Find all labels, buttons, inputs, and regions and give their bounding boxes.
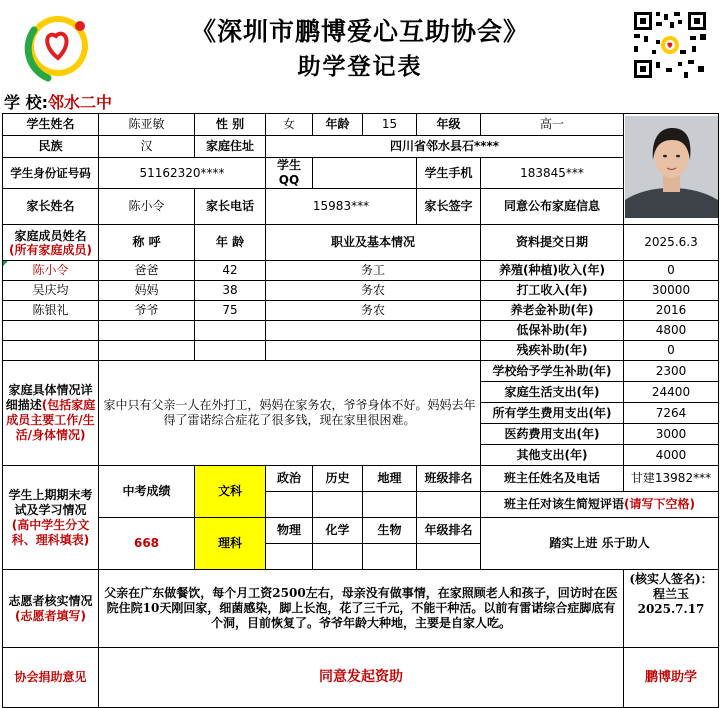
geography-label: 地理 [363, 466, 417, 492]
study-label-b: (高中学生分文科、理科填表) [11, 517, 90, 547]
history-score[interactable] [313, 492, 363, 518]
student-address[interactable]: 四川省邻水县石**** [266, 136, 624, 158]
parent-phone-label: 家长电话 [195, 189, 266, 225]
member-occupation-3[interactable] [266, 321, 481, 341]
biology-score[interactable] [363, 544, 417, 570]
assoc-stamp: 鹏博助学 [624, 648, 719, 708]
family-desc-label [3, 361, 99, 466]
politics-label: 政治 [266, 466, 313, 492]
gender-label: 性 别 [195, 114, 266, 136]
school-line [4, 90, 112, 113]
member-relation-2[interactable]: 爷爷 [99, 301, 195, 321]
member-relation-0[interactable]: 爸爸 [99, 261, 195, 281]
volunteer-verify [624, 570, 719, 648]
member-age-header: 年 龄 [195, 225, 266, 261]
parent-phone[interactable]: 15983*** [266, 189, 417, 225]
teacher-comment-label-b: (请写下空格) [624, 497, 695, 511]
study-label [3, 466, 99, 570]
finance-value-5[interactable]: 2300 [624, 361, 719, 382]
class-rank[interactable] [417, 492, 481, 518]
finance-label-6: 家庭生活支出(年) [481, 382, 624, 403]
biology-label: 生物 [363, 518, 417, 544]
member-name-2[interactable]: 陈银礼 [3, 301, 99, 321]
relation-header: 称 呼 [99, 225, 195, 261]
finance-value-9[interactable]: 4000 [624, 445, 719, 466]
finance-label-1: 打工收入(年) [481, 281, 624, 301]
student-grade[interactable]: 高一 [481, 114, 624, 136]
parent-name[interactable]: 陈小令 [99, 189, 195, 225]
study-label-a: 学生上期期末考试及学习情况 [8, 487, 93, 517]
volunteer-label-a: 志愿者核实情况 [8, 593, 93, 608]
member-age-2[interactable]: 75 [195, 301, 266, 321]
finance-label-3: 低保补助(年) [481, 321, 624, 341]
student-phone[interactable]: 183845*** [481, 158, 624, 189]
finance-value-7[interactable]: 7264 [624, 403, 719, 424]
member-name-4[interactable] [3, 341, 99, 361]
ethnicity-label: 民族 [3, 136, 99, 158]
id-label: 学生身份证号码 [3, 158, 99, 189]
finance-label-4: 残疾补助(年) [481, 341, 624, 361]
member-header-note: (所有家庭成员) [9, 242, 92, 257]
physics-label: 物理 [266, 518, 313, 544]
member-age-3[interactable] [195, 321, 266, 341]
finance-value-6[interactable]: 24400 [624, 382, 719, 403]
member-age-1[interactable]: 38 [195, 281, 266, 301]
qr-code[interactable] [632, 10, 708, 80]
grade-label: 年级 [417, 114, 481, 136]
assoc-opinion[interactable]: 同意发起资助 [99, 648, 624, 708]
finance-value-2[interactable]: 2016 [624, 301, 719, 321]
finance-value-1[interactable]: 30000 [624, 281, 719, 301]
chemistry-score[interactable] [313, 544, 363, 570]
teacher-comment-label-a: 班主任对该生简短评语 [504, 497, 625, 511]
finance-label-0: 养殖(种植)收入(年) [481, 261, 624, 281]
school-label: 学 校: [4, 93, 48, 112]
header-title: 《深圳市鹏博爱心互助协会》 [190, 17, 529, 46]
teacher-comment[interactable]: 踏实上进 乐于助人 [481, 518, 719, 570]
occupation-header: 职业及基本情况 [266, 225, 481, 261]
parent-sign-label: 家长签字 [417, 189, 481, 225]
family-desc[interactable]: 家中只有父亲一人在外打工，妈妈在家务农，爷爷身体不好。妈妈去年得了雷诺综合症花了很多钱，现在家里很困难。 [99, 361, 481, 466]
finance-value-8[interactable]: 3000 [624, 424, 719, 445]
geography-score[interactable] [363, 492, 417, 518]
phone-label: 学生手机 [417, 158, 481, 189]
member-name-1[interactable]: 吴庆均 [3, 281, 99, 301]
school-value: 邻水二中 [47, 93, 112, 112]
finance-label-8: 医药费用支出(年) [481, 424, 624, 445]
zhongkao-score[interactable]: 668 [99, 518, 195, 570]
member-name-3[interactable] [3, 321, 99, 341]
submit-date-label: 资料提交日期 [481, 225, 624, 261]
finance-value-3[interactable]: 4800 [624, 321, 719, 341]
student-gender[interactable]: 女 [266, 114, 313, 136]
member-occupation-0[interactable]: 务工 [266, 261, 481, 281]
student-name[interactable]: 陈亚敏 [99, 114, 195, 136]
chemistry-label: 化学 [313, 518, 363, 544]
family-desc-label-a: 家庭具体情况详细描述 [5, 383, 93, 412]
volunteer-label [3, 570, 99, 648]
assoc-label: 协会捐助意见 [3, 648, 99, 708]
student-photo [624, 114, 719, 225]
volunteer-label-b: (志愿者填写) [15, 608, 86, 623]
volunteer-report[interactable]: 父亲在广东做餐饮，每个月工资2500左右，母亲没有做事情，在家照顾老人和孩子，回访时在医院住院10天刚回家，细菌感染，脚上长泡，花了三千元，不能干种活。以前有雷诺综合症脚底有个洞，目前恢复了。爷爷年龄大种地，主要是自家人吃。 [99, 570, 624, 648]
member-occupation-1[interactable]: 务农 [266, 281, 481, 301]
history-label: 历史 [313, 466, 363, 492]
member-header [3, 225, 99, 261]
member-header-main: 家庭成员姓名 [14, 228, 87, 243]
member-relation-3[interactable] [99, 321, 195, 341]
grade-rank[interactable] [417, 544, 481, 570]
member-occupation-2[interactable]: 务农 [266, 301, 481, 321]
student-ethnicity[interactable]: 汉 [99, 136, 195, 158]
finance-label-2: 养老金补助(年) [481, 301, 624, 321]
teacher-contact[interactable]: 甘建13982*** [624, 466, 719, 492]
finance-value-0[interactable]: 0 [624, 261, 719, 281]
header [0, 0, 720, 90]
consent-label: 同意公布家庭信息 [481, 189, 624, 225]
student-photo-image [625, 116, 718, 218]
submit-date[interactable]: 2025.6.3 [624, 225, 719, 261]
finance-label-7: 所有学生费用支出(年) [481, 403, 624, 424]
member-relation-4[interactable] [99, 341, 195, 361]
student-id[interactable]: 51162320**** [99, 158, 266, 189]
member-occupation-4[interactable] [266, 341, 481, 361]
member-relation-1[interactable]: 妈妈 [99, 281, 195, 301]
wenke-label: 文科 [195, 466, 266, 518]
address-label: 家庭住址 [195, 136, 266, 158]
grade-rank-label: 年级排名 [417, 518, 481, 544]
member-age-0[interactable]: 42 [195, 261, 266, 281]
parent-label: 家长姓名 [3, 189, 99, 225]
registration-form [2, 113, 719, 708]
finance-label-5: 学校给予学生补助(年) [481, 361, 624, 382]
member-name-0[interactable]: 陈小令 [3, 261, 99, 281]
qq-label: 学生QQ [266, 158, 313, 189]
physics-score[interactable] [266, 544, 313, 570]
family-desc-label-b: (包括家庭成员主要工作/生活/身体情况) [6, 398, 96, 442]
name-label: 学生姓名 [3, 114, 99, 136]
member-age-4[interactable] [195, 341, 266, 361]
header-subtitle: 助学登记表 [297, 53, 423, 80]
age-label: 年龄 [313, 114, 363, 136]
class-rank-label: 班级排名 [417, 466, 481, 492]
finance-label-9: 其他支出(年) [481, 445, 624, 466]
finance-value-4[interactable]: 0 [624, 341, 719, 361]
student-age[interactable]: 15 [363, 114, 417, 136]
verify-date: 2025.7.17 [637, 602, 705, 616]
politics-score[interactable] [266, 492, 313, 518]
zhongkao-label: 中考成绩 [99, 466, 195, 518]
like-label: 理科 [195, 518, 266, 570]
teacher-label: 班主任姓名及电话 [481, 466, 624, 492]
verifier: (核实人签名)：程兰玉 [629, 572, 713, 601]
teacher-comment-label [481, 492, 719, 518]
student-qq[interactable] [313, 158, 417, 189]
